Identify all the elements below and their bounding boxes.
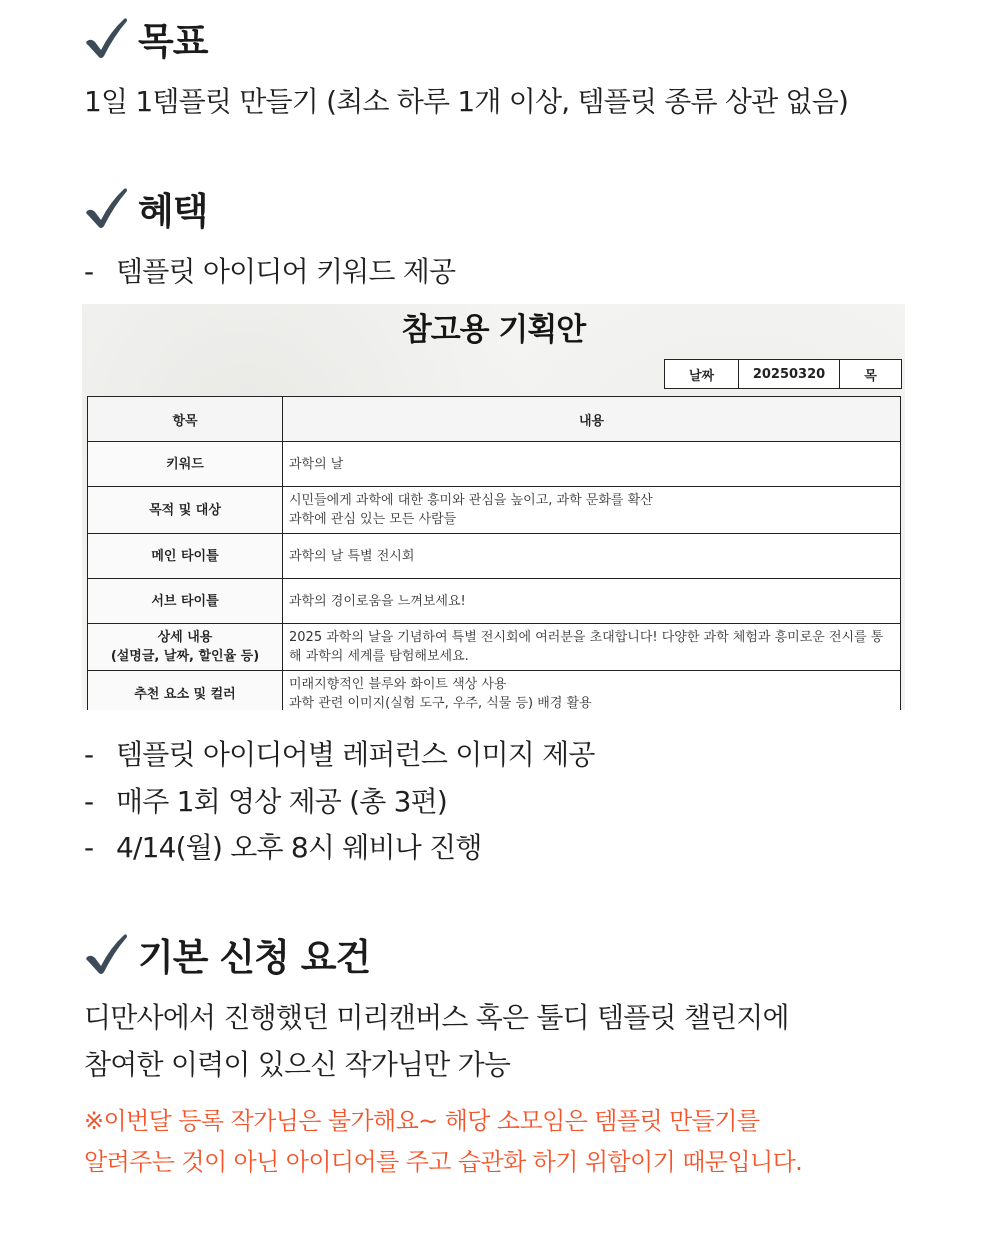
benefit-item-text: 템플릿 아이디어별 레퍼런스 이미지 제공 (116, 738, 595, 771)
row-value-line: 미래지향적인 블루와 화이트 색상 사용 (289, 677, 507, 692)
table-row (88, 442, 901, 487)
check-mark-icon (82, 184, 130, 232)
requirements-line: 디만사에서 진행했던 미리캔버스 혹은 툴디 템플릿 챌린지에 (84, 1001, 789, 1034)
date-value: 20250320 (739, 360, 840, 388)
row-value-line: 과학 관련 이미지(실험 도구, 우주, 식물 등) 배경 활용 (289, 696, 592, 710)
row-value (283, 579, 901, 624)
row-value-line: 과학의 날 특별 전시회 (289, 548, 415, 564)
row-value (283, 534, 901, 579)
check-mark-icon (82, 14, 130, 62)
requirements-heading-text: 기본 신청 요건 (138, 936, 371, 979)
header-item: 항목 (88, 397, 283, 442)
row-value (283, 624, 901, 671)
benefit-item (84, 250, 455, 290)
row-label-line: (설명글, 날짜, 할인율 등) (110, 649, 260, 664)
benefit-item (84, 826, 482, 866)
bullet-dash: - (84, 738, 94, 771)
benefits-heading (82, 180, 207, 236)
bullet-dash: - (84, 831, 94, 864)
date-box (664, 359, 902, 389)
requirements-heading (82, 926, 370, 982)
date-label: 날짜 (665, 360, 739, 388)
benefits-heading-text: 혜택 (138, 190, 208, 233)
notice-line: 알려주는 것이 아닌 아이디어를 주고 습관화 하기 위함이기 때문입니다. (84, 1148, 803, 1176)
notice-line: ※이번달 등록 작가님은 불가해요~ 해당 소모임은 템플릿 만들기를 (84, 1107, 760, 1135)
reference-plan-image (82, 304, 905, 710)
reference-plan-title: 참고용 기획안 (401, 312, 586, 348)
benefit-item (84, 780, 447, 820)
check-mark-icon (82, 930, 130, 978)
plan-table (87, 396, 901, 710)
row-label-line: 상세 내용 (157, 630, 213, 645)
date-day: 목 (864, 368, 877, 384)
bullet-dash: - (84, 785, 94, 818)
table-row (88, 487, 901, 534)
row-label: 목적 및 대상 (88, 487, 283, 534)
goal-description: 1일 1템플릿 만들기 (최소 하루 1개 이상, 템플릿 종류 상관 없음) (84, 85, 849, 118)
row-label: 서브 타이틀 (88, 579, 283, 624)
row-label: 키워드 (88, 442, 283, 487)
bullet-dash: - (84, 255, 94, 288)
plan-table-header (88, 397, 901, 442)
benefit-item (84, 733, 595, 773)
row-label: 추천 요소 및 컬러 (88, 671, 283, 711)
row-label: 메인 타이틀 (88, 534, 283, 579)
header-content: 내용 (283, 397, 901, 442)
row-label (88, 624, 283, 671)
table-row (88, 671, 901, 711)
row-value (283, 442, 901, 487)
row-value-line: 과학의 날 (289, 456, 344, 472)
table-row (88, 579, 901, 624)
row-value-line: 시민들에게 과학에 대한 흥미와 관심을 높이고, 과학 문화를 확산 (289, 493, 653, 508)
row-value (283, 671, 901, 711)
goal-heading (82, 10, 207, 66)
benefit-item-text: 템플릿 아이디어 키워드 제공 (116, 255, 456, 288)
table-row (88, 534, 901, 579)
goal-heading-text: 목표 (138, 20, 208, 63)
benefit-item-text: 4/14(월) 오후 8시 웨비나 진행 (116, 831, 482, 864)
row-value-line: 과학의 경이로움을 느껴보세요! (289, 593, 466, 609)
row-value (283, 487, 901, 534)
row-value-line: 과학에 관심 있는 모든 사람들 (289, 512, 457, 527)
table-row (88, 624, 901, 671)
row-value-line: 2025 과학의 날을 기념하여 특별 전시회에 여러분을 초대합니다! 다양한 과학 체험과 흥미로운 전시를 통해 과학의 세계를 탐험해보세요. (289, 630, 884, 664)
benefit-item-text: 매주 1회 영상 제공 (총 3편) (116, 785, 448, 818)
requirements-line: 참여한 이력이 있으신 작가님만 가능 (84, 1048, 511, 1081)
